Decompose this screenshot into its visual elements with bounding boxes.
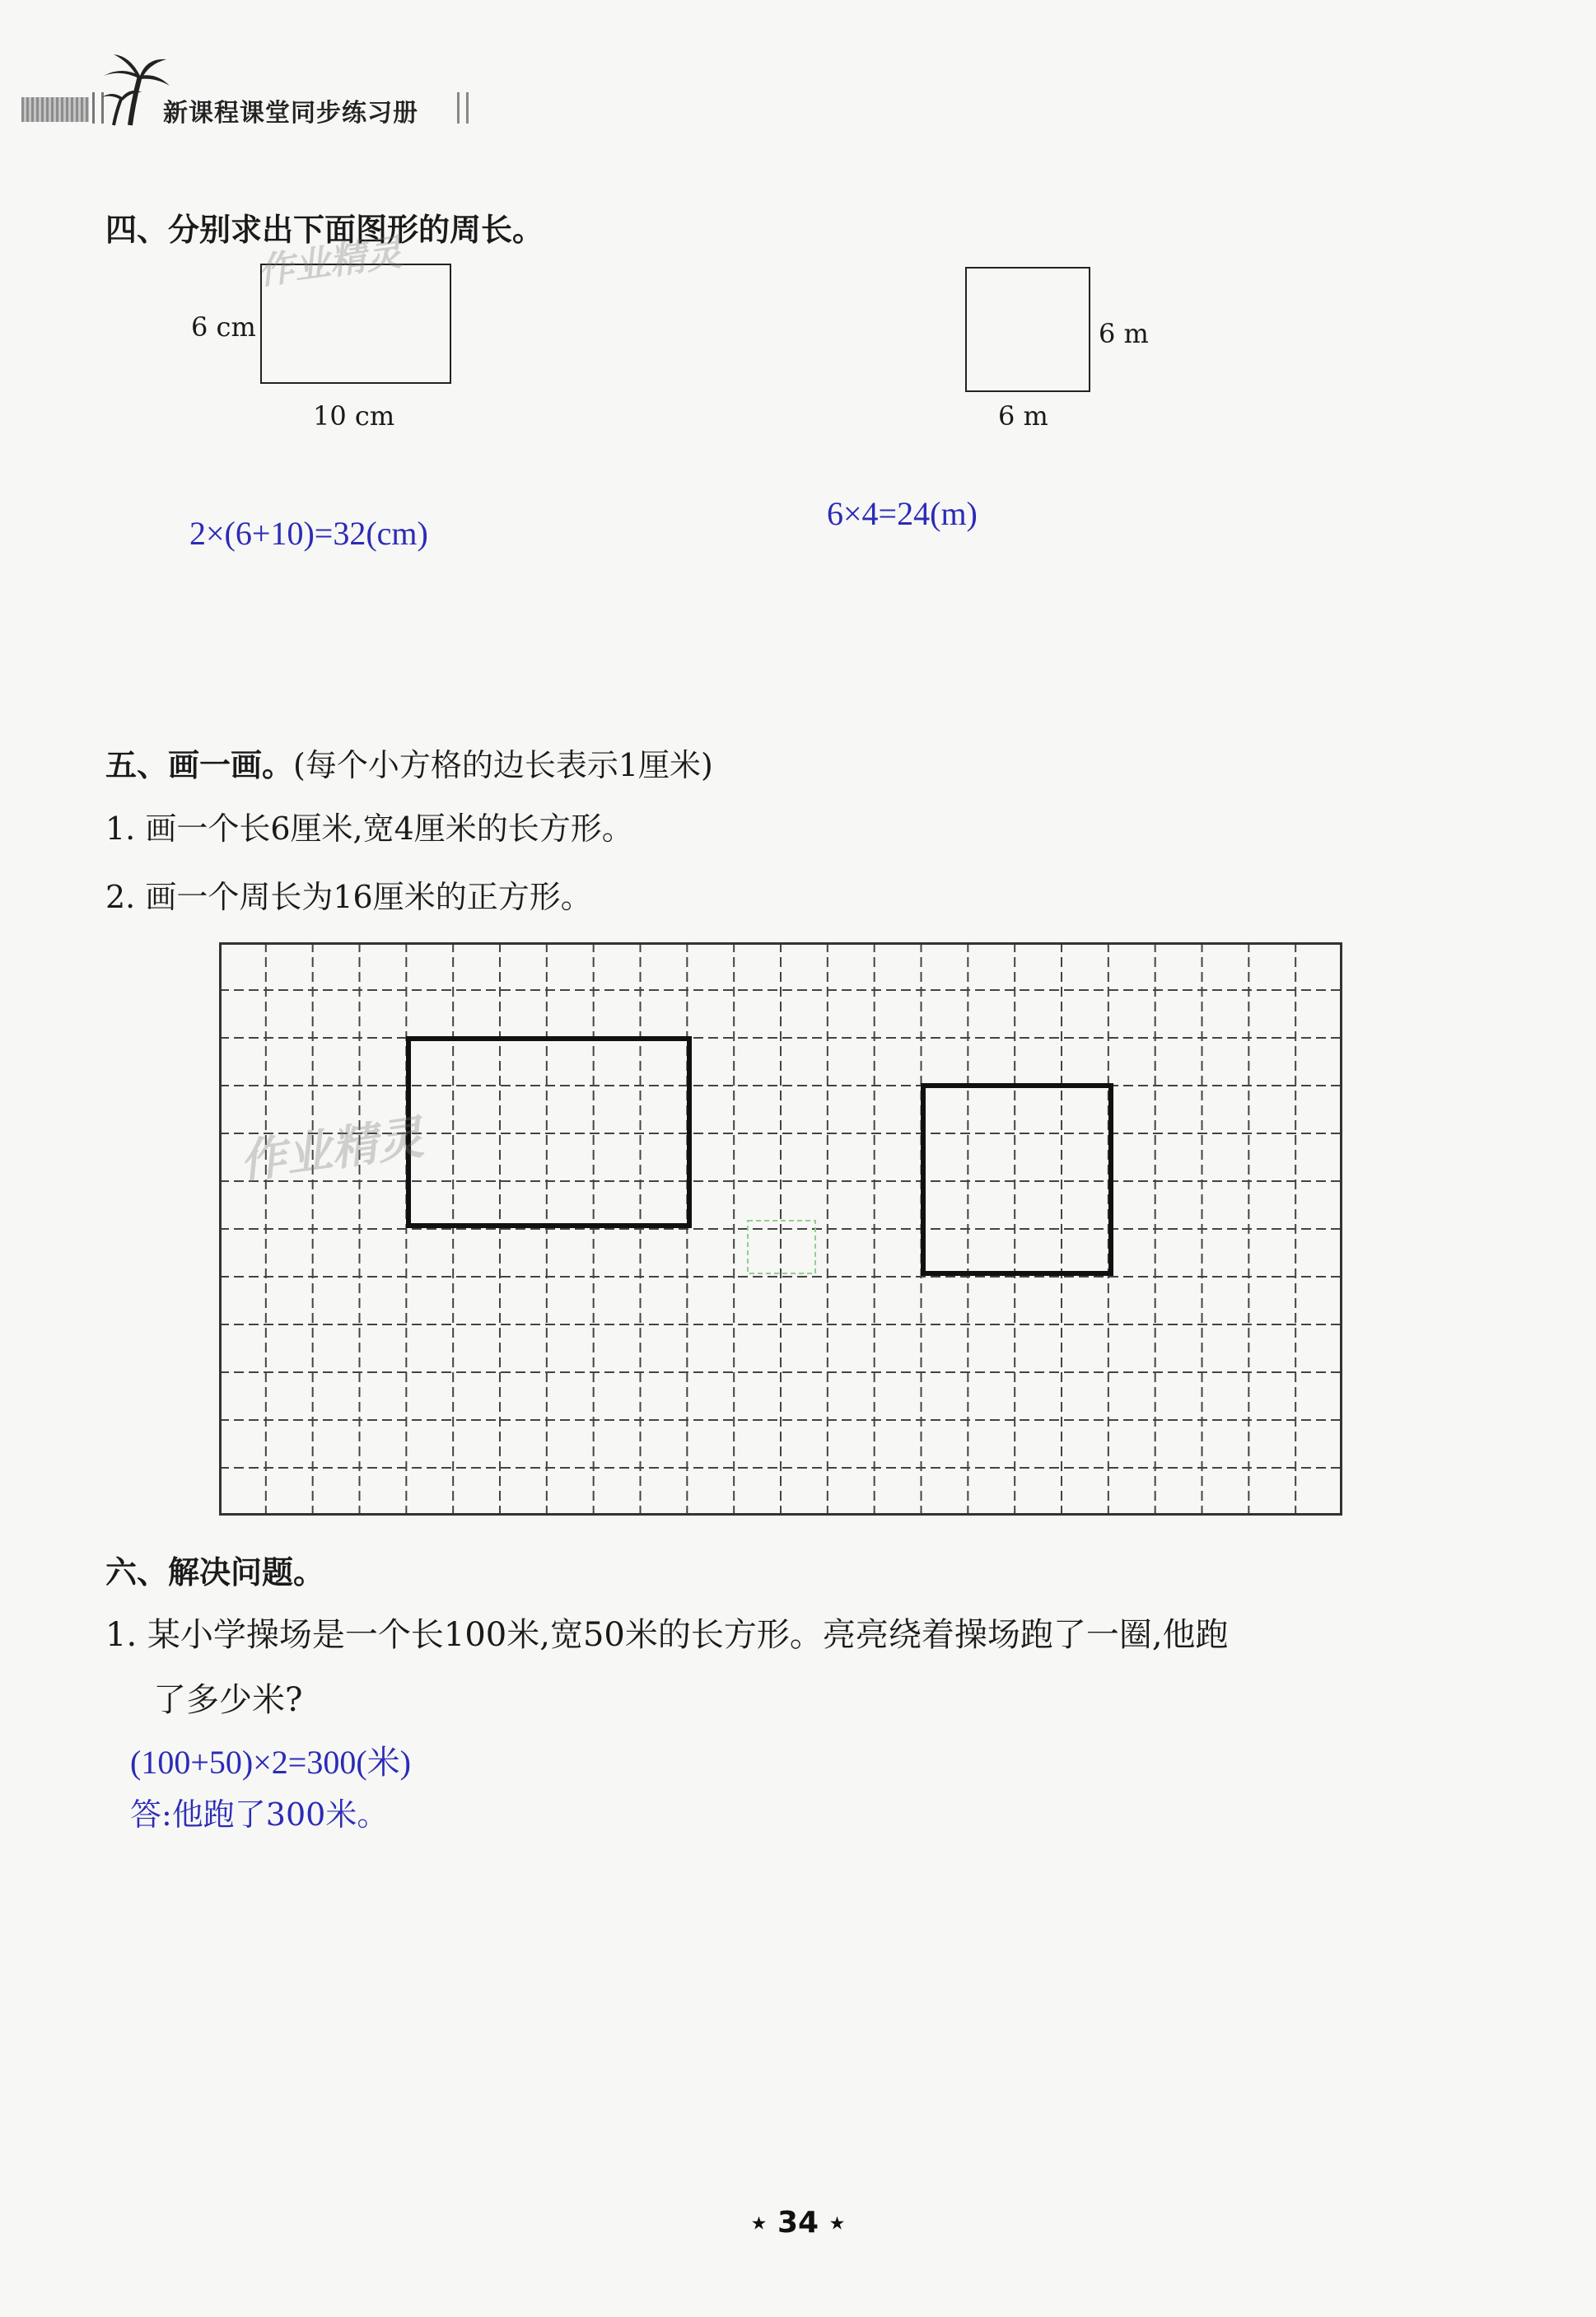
palm-tree-icon	[97, 51, 171, 127]
grid-lines	[219, 942, 1342, 1516]
square-bottom-label: 6 m	[998, 400, 1048, 432]
section5-heading	[105, 740, 713, 785]
square-figure	[965, 267, 1090, 392]
answer-rect-perimeter: 2×(6+10)=32(cm)	[189, 515, 428, 552]
star-icon: ★	[750, 2213, 768, 2235]
section5-note: (每个小方格的边长表示1厘米)	[293, 747, 713, 783]
rect-height-label: 6 cm	[191, 311, 256, 343]
section5-title: 五、画一画。	[105, 747, 294, 783]
square-side-label: 6 m	[1099, 318, 1149, 349]
section4-title: 四、分别求出下面图形的周长。	[105, 212, 544, 248]
page-number-block	[0, 2206, 1596, 2240]
section6-question1-line2: 了多少米?	[153, 1681, 303, 1719]
answer-calculation: (100+50)×2=300(米)	[130, 1744, 411, 1781]
star-icon: ★	[828, 2213, 846, 2235]
section6-question1-line1: 1. 某小学操场是一个长100米,宽50米的长方形。亮亮绕着操场跑了一圈,他跑	[105, 1616, 1229, 1654]
answer-square-perimeter: 6×4=24(m)	[827, 495, 978, 532]
drawn-rectangle	[408, 1039, 689, 1226]
watermark: 作业精灵	[254, 231, 405, 293]
section6-title: 六、解决问题。	[105, 1554, 325, 1591]
drawn-square	[923, 1086, 1111, 1273]
page-number: 34	[777, 2206, 819, 2240]
watermark-grid: 作业精灵	[236, 1110, 427, 1190]
header-divider-end	[457, 92, 469, 124]
answer-statement: 答:他跑了300米。	[130, 1796, 389, 1833]
section5-question2: 2. 画一个周长为16厘米的正方形。	[105, 879, 592, 915]
section5-question1: 1. 画一个长6厘米,宽4厘米的长方形。	[105, 810, 633, 847]
rect-width-label: 10 cm	[313, 400, 395, 432]
drawing-grid	[219, 942, 1342, 1516]
book-title: 新课程课堂同步练习册	[163, 99, 418, 128]
header-decor-bar	[21, 97, 89, 122]
